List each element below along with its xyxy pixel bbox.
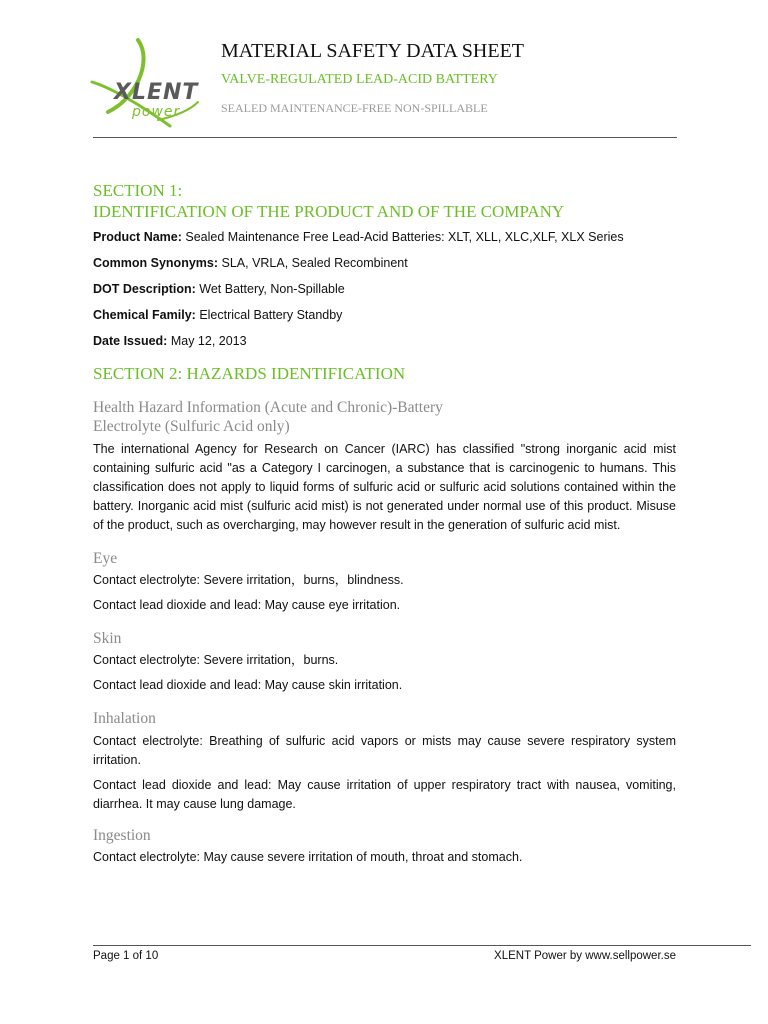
eye-line-electrolyte: Contact electrolyte: Severe irritation，burns，blindness.: [93, 573, 404, 587]
section1-heading-line2: IDENTIFICATION OF THE PRODUCT AND OF THE COMPANY: [93, 202, 565, 221]
ingestion-heading: Ingestion: [93, 827, 151, 844]
skin-line-electrolyte: Contact electrolyte: Severe irritation，burns.: [93, 653, 339, 667]
field-value: Sealed Maintenance Free Lead-Acid Batteries: XLT, XLL, XLC,XLF, XLX Series: [185, 230, 624, 244]
eye-heading: Eye: [93, 550, 118, 567]
field-label: Chemical Family:: [93, 308, 196, 322]
field-value: Wet Battery, Non-Spillable: [199, 282, 345, 296]
health-hazard-heading: [93, 398, 676, 436]
field-common-synonyms: [93, 256, 676, 271]
field-chemical-family: [93, 308, 676, 323]
skin-line-lead: Contact lead dioxide and lead: May cause skin irritation.: [93, 678, 403, 692]
document-subtitle: VALVE-REGULATED LEAD-ACID BATTERY: [221, 72, 498, 87]
logo-wordmark: XLENT: [114, 80, 199, 105]
inhalation-heading: Inhalation: [93, 710, 156, 727]
footer-divider: [93, 945, 751, 946]
ingestion-line-electrolyte: Contact electrolyte: May cause severe irritation of mouth, throat and stomach.: [93, 850, 523, 864]
section1-heading-line1: SECTION 1:: [93, 181, 183, 200]
eye-line-lead: Contact lead dioxide and lead: May cause eye irritation.: [93, 598, 401, 612]
logo-tagline: power: [132, 104, 181, 120]
section2-heading: SECTION 2: HAZARDS IDENTIFICATION: [93, 364, 406, 383]
document-title: MATERIAL SAFETY DATA SHEET: [221, 40, 525, 62]
document-subsubtitle: SEALED MAINTENANCE-FREE NON-SPILLABLE: [221, 101, 488, 115]
field-dot-description: [93, 282, 676, 297]
health-hazard-heading-line2: Electrolyte (Sulfuric Acid only): [93, 418, 290, 435]
field-label: DOT Description:: [93, 282, 196, 296]
footer-page-number: Page 1 of 10: [93, 950, 159, 962]
field-product-name: [93, 230, 676, 245]
field-label: Common Synonyms:: [93, 256, 219, 270]
field-value: May 12, 2013: [170, 334, 247, 348]
section1-heading: [93, 180, 676, 222]
document-body: [93, 180, 676, 874]
skin-heading: Skin: [93, 630, 122, 647]
field-value: SLA, VRLA, Sealed Recombinent: [221, 256, 408, 270]
inhalation-line-lead: Contact lead dioxide and lead: May cause irritation of upper respiratory tract with nausea, vomiting, diarrhea. It may cause lung damage.: [93, 778, 676, 811]
health-hazard-text: The international Agency for Research on Cancer (IARC) has classified "strong inorganic acid mist containing sulfuric acid "as a Category I carcinogen, a substance that is carcinogenic to humans. This classification does not apply to liquid forms of sulfuric acid or sulfuric acid solutions contained within the battery. Inorganic acid mist (sulfuric acid mist) is not generated under normal use of this product. Misuse of the product, such as overcharging, may however result in the generation of sulfuric acid mist.: [93, 442, 676, 532]
field-label: Date Issued:: [93, 334, 168, 348]
header-divider: [93, 137, 677, 138]
field-date-issued: [93, 334, 676, 349]
xlent-power-logo: [86, 36, 216, 132]
field-value: Electrical Battery Standby: [199, 308, 343, 322]
field-label: Product Name:: [93, 230, 182, 244]
inhalation-line-electrolyte: Contact electrolyte: Breathing of sulfuric acid vapors or mists may cause severe respiratory system irritation.: [93, 734, 676, 767]
footer-credit: XLENT Power by www.sellpower.se: [494, 950, 676, 962]
health-hazard-heading-line1: Health Hazard Information (Acute and Chronic)-Battery: [93, 399, 443, 416]
